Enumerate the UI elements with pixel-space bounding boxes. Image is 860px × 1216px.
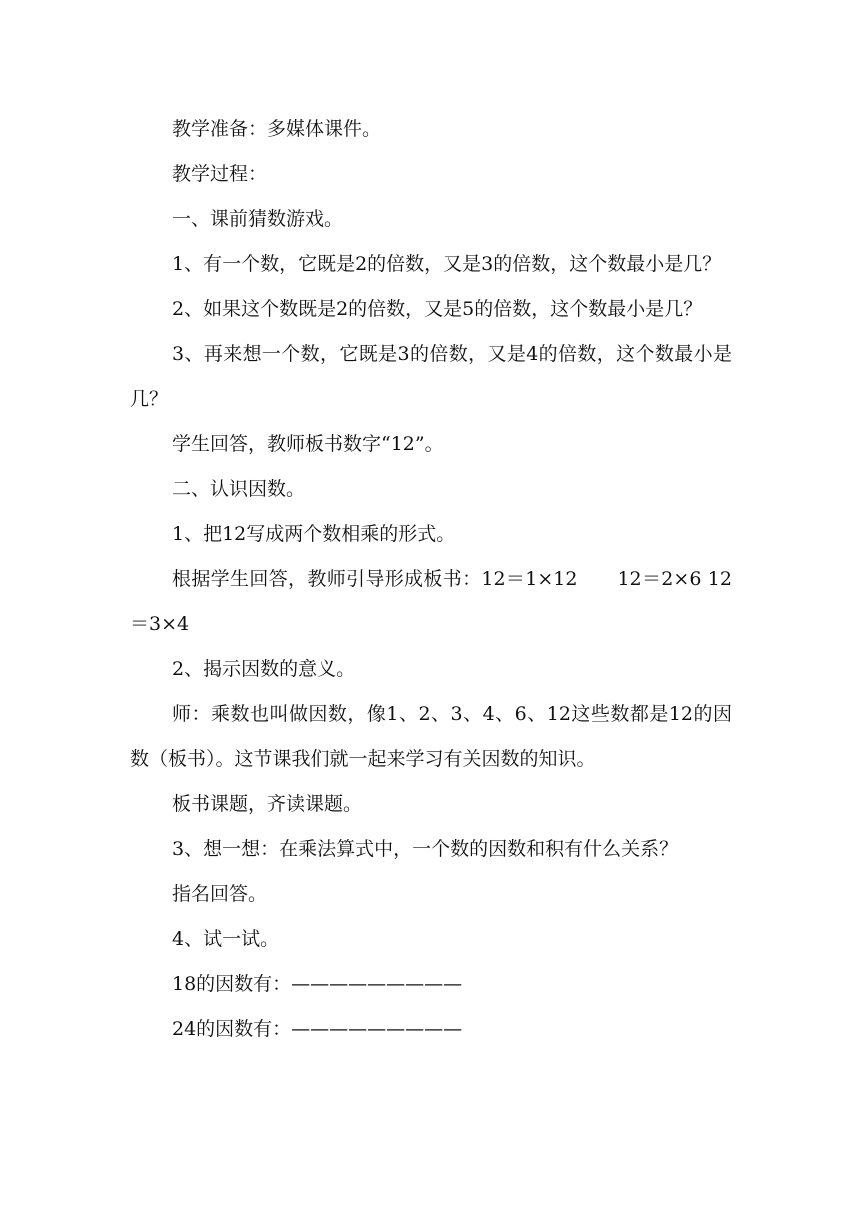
exercise-24-factors: 24的因数有：————————— xyxy=(172,1018,463,1040)
paragraph-board-title: 板书课题，齐读课题。 xyxy=(172,793,363,815)
paragraph-board-writing xyxy=(130,557,732,647)
paragraph-student-answer: 学生回答，教师板书数字“12”。 xyxy=(172,433,444,455)
paragraph-call-on-students: 指名回答。 xyxy=(172,883,268,905)
step-2: 2、揭示因数的意义。 xyxy=(172,658,356,680)
paragraph-teaching-process: 教学过程： xyxy=(172,163,268,185)
board-equation-2: 12＝2×6 xyxy=(617,568,702,590)
question-3: 3、再来想一个数，它既是3的倍数，又是4的倍数，这个数最小是几？ xyxy=(130,343,732,410)
board-intro: 根据学生回答，教师引导形成板书： xyxy=(172,568,482,590)
section-heading-1: 一、课前猜数游戏。 xyxy=(172,208,344,230)
paragraph-teacher-explains: 师：乘数也叫做因数，像1、2、3、4、6、12这些数都是12的因数（板书）。这节课我们就一起来学习有关因数的知识。 xyxy=(130,703,732,770)
question-2: 2、如果这个数既是2的倍数，又是5的倍数，这个数最小是几？ xyxy=(172,298,703,320)
section-heading-2: 二、认识因数。 xyxy=(172,478,306,500)
paragraph-teaching-prep: 教学准备：多媒体课件。 xyxy=(172,118,382,140)
board-equation-3: 12＝3×4 xyxy=(130,568,732,635)
step-3: 3、想一想：在乘法算式中，一个数的因数和积有什么关系？ xyxy=(172,838,679,860)
step-4: 4、试一试。 xyxy=(172,928,280,950)
exercise-18-factors: 18的因数有：————————— xyxy=(172,973,463,995)
question-1: 1、有一个数，它既是2的倍数，又是3的倍数，这个数最小是几？ xyxy=(172,253,722,275)
step-1: 1、把12写成两个数相乘的形式。 xyxy=(172,523,456,545)
board-equation-1: 12＝1×12 xyxy=(481,568,578,590)
document-body xyxy=(130,107,732,1052)
